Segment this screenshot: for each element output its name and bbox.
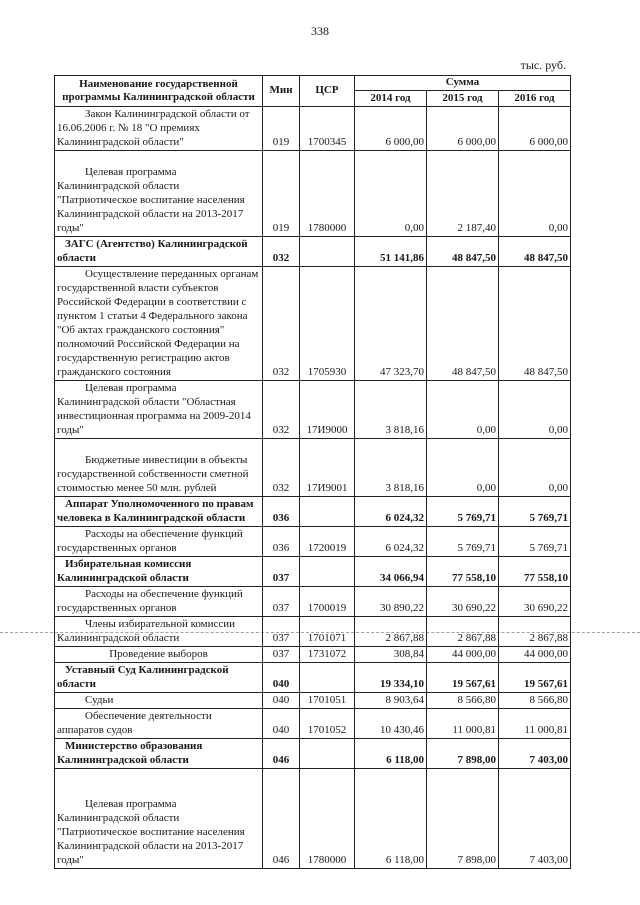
- row-csr: 1780000: [300, 769, 355, 869]
- row-2016: 11 000,81: [499, 709, 571, 739]
- row-name: Аппарат Уполномоченного по правам человека в Калининградской области: [55, 497, 263, 527]
- row-name: Целевая программа Калининградской области "Областная инвестиционная программа на 2009-2014 годы": [55, 381, 263, 439]
- row-2016: 6 000,00: [499, 107, 571, 151]
- row-name: ЗАГС (Агентство) Калининградской области: [55, 237, 263, 267]
- row-2014: 308,84: [355, 647, 427, 663]
- row-2015: 77 558,10: [427, 557, 499, 587]
- row-2015: 6 000,00: [427, 107, 499, 151]
- row-name: Целевая программа Калининградской области "Патриотическое воспитание населения Калининградской области на 2013-2017 годы": [55, 769, 263, 869]
- row-2016: 5 769,71: [499, 497, 571, 527]
- row-2015: 30 690,22: [427, 587, 499, 617]
- row-2014: 19 334,10: [355, 663, 427, 693]
- row-2014: 6 118,00: [355, 769, 427, 869]
- row-2016: 48 847,50: [499, 267, 571, 381]
- row-2014: 51 141,86: [355, 237, 427, 267]
- row-2016: 77 558,10: [499, 557, 571, 587]
- table-row: [55, 497, 571, 527]
- header-2014: 2014 год: [355, 91, 427, 107]
- row-2016: 8 566,80: [499, 693, 571, 709]
- row-2015: 48 847,50: [427, 237, 499, 267]
- row-2014: 8 903,64: [355, 693, 427, 709]
- row-csr: 1705930: [300, 267, 355, 381]
- table-row: [55, 617, 571, 647]
- row-csr: [300, 497, 355, 527]
- row-2014: 30 890,22: [355, 587, 427, 617]
- table-row: [55, 557, 571, 587]
- row-2015: 0,00: [427, 439, 499, 497]
- header-min: Мин: [263, 76, 300, 107]
- table-row: [55, 527, 571, 557]
- header-name: Наименование государственной программы Калининградской области: [55, 76, 263, 107]
- row-min: 040: [263, 693, 300, 709]
- row-2014: 3 818,16: [355, 439, 427, 497]
- row-min: 037: [263, 617, 300, 647]
- row-csr: 1701051: [300, 693, 355, 709]
- row-2016: 19 567,61: [499, 663, 571, 693]
- row-2014: 47 323,70: [355, 267, 427, 381]
- table-row: [55, 381, 571, 439]
- row-min: 019: [263, 151, 300, 237]
- row-min: 032: [263, 381, 300, 439]
- table-row: [55, 693, 571, 709]
- row-min: 046: [263, 739, 300, 769]
- row-name: Расходы на обеспечение функций государственных органов: [55, 527, 263, 557]
- table-row: [55, 587, 571, 617]
- row-min: 036: [263, 497, 300, 527]
- row-2016: 0,00: [499, 439, 571, 497]
- row-csr: 1701071: [300, 617, 355, 647]
- units-label: тыс. руб.: [520, 58, 566, 72]
- row-name: Проведение выборов: [55, 647, 263, 663]
- row-csr: [300, 739, 355, 769]
- row-name: Члены избирательной комиссии Калининградской области: [55, 617, 263, 647]
- row-name: Целевая программа Калининградской области "Патриотическое воспитание населения Калининградской области на 2013-2017 годы": [55, 151, 263, 237]
- row-min: 037: [263, 647, 300, 663]
- row-2014: 3 818,16: [355, 381, 427, 439]
- header-2015: 2015 год: [427, 91, 499, 107]
- row-csr: 1700019: [300, 587, 355, 617]
- row-2014: 2 867,88: [355, 617, 427, 647]
- row-2016: 5 769,71: [499, 527, 571, 557]
- row-min: 037: [263, 557, 300, 587]
- row-2014: 6 024,32: [355, 527, 427, 557]
- row-name: Уставный Суд Калининградской области: [55, 663, 263, 693]
- row-min: 032: [263, 267, 300, 381]
- row-2016: 44 000,00: [499, 647, 571, 663]
- table-row: [55, 769, 571, 869]
- row-2015: 11 000,81: [427, 709, 499, 739]
- budget-table: [54, 75, 571, 869]
- row-2016: 0,00: [499, 381, 571, 439]
- row-2015: 2 867,88: [427, 617, 499, 647]
- row-2015: 8 566,80: [427, 693, 499, 709]
- row-csr: 1731072: [300, 647, 355, 663]
- row-name: Осуществление переданных органам государственной власти субъектов Российской Федерации в соответствии с пунктом 1 статьи 4 Федерального закона "Об актах гражданского состояния" полномочий Российской Федерации на государственную регистрацию актов гражданского состояния: [55, 267, 263, 381]
- table-header: [55, 76, 571, 107]
- row-csr: 1720019: [300, 527, 355, 557]
- row-min: 036: [263, 527, 300, 557]
- row-2015: 19 567,61: [427, 663, 499, 693]
- row-2016: 48 847,50: [499, 237, 571, 267]
- row-name: Обеспечение деятельности аппаратов судов: [55, 709, 263, 739]
- row-min: 040: [263, 663, 300, 693]
- table-row: [55, 151, 571, 237]
- row-2015: 5 769,71: [427, 527, 499, 557]
- row-2016: 0,00: [499, 151, 571, 237]
- row-2015: 2 187,40: [427, 151, 499, 237]
- table-body: [55, 107, 571, 869]
- row-csr: [300, 557, 355, 587]
- row-2015: 48 847,50: [427, 267, 499, 381]
- row-csr: 1780000: [300, 151, 355, 237]
- row-csr: 17И9000: [300, 381, 355, 439]
- header-csr: ЦСР: [300, 76, 355, 107]
- row-min: 037: [263, 587, 300, 617]
- row-min: 019: [263, 107, 300, 151]
- row-min: 040: [263, 709, 300, 739]
- table-row: [55, 709, 571, 739]
- row-2016: 7 403,00: [499, 739, 571, 769]
- row-2016: 30 690,22: [499, 587, 571, 617]
- row-csr: 1701052: [300, 709, 355, 739]
- page-number: 338: [311, 24, 329, 38]
- row-name: Судьи: [55, 693, 263, 709]
- row-2014: 34 066,94: [355, 557, 427, 587]
- table-row: [55, 663, 571, 693]
- row-2014: 6 000,00: [355, 107, 427, 151]
- row-2015: 7 898,00: [427, 769, 499, 869]
- table-row: [55, 647, 571, 663]
- table-row: [55, 739, 571, 769]
- header-2016: 2016 год: [499, 91, 571, 107]
- row-2015: 7 898,00: [427, 739, 499, 769]
- row-2016: 7 403,00: [499, 769, 571, 869]
- row-csr: [300, 237, 355, 267]
- row-name: Расходы на обеспечение функций государственных органов: [55, 587, 263, 617]
- row-2016: 2 867,88: [499, 617, 571, 647]
- row-2015: 0,00: [427, 381, 499, 439]
- table-row: [55, 237, 571, 267]
- row-min: 046: [263, 769, 300, 869]
- row-2014: 6 024,32: [355, 497, 427, 527]
- row-2015: 5 769,71: [427, 497, 499, 527]
- row-csr: [300, 663, 355, 693]
- row-name: Бюджетные инвестиции в объекты государственной собственности сметной стоимостью менее 50 млн. рублей: [55, 439, 263, 497]
- table-row: [55, 267, 571, 381]
- row-name: Министерство образования Калининградской области: [55, 739, 263, 769]
- row-2014: 10 430,46: [355, 709, 427, 739]
- header-sum: Сумма: [355, 76, 571, 91]
- row-min: 032: [263, 439, 300, 497]
- row-csr: 17И9001: [300, 439, 355, 497]
- row-min: 032: [263, 237, 300, 267]
- row-2014: 0,00: [355, 151, 427, 237]
- row-csr: 1700345: [300, 107, 355, 151]
- row-2014: 6 118,00: [355, 739, 427, 769]
- row-2015: 44 000,00: [427, 647, 499, 663]
- row-name: Закон Калининградской области от 16.06.2006 г. № 18 "О премиях Калининградской области": [55, 107, 263, 151]
- row-name: Избирательная комиссия Калининградской области: [55, 557, 263, 587]
- table-row: [55, 439, 571, 497]
- table-row: [55, 107, 571, 151]
